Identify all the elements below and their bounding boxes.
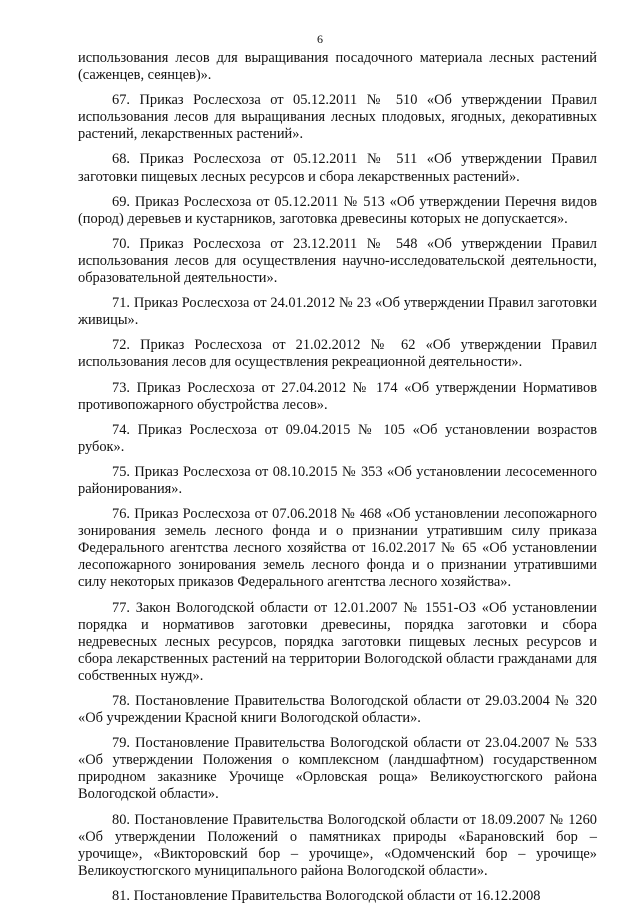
list-item-76: 76. Приказ Рослесхоза от 07.06.2018 № 468 «Об установлении лесопожарного зонирования земель лесного фонда и о признании утратившим силу приказа Федерального агентства лесного хозяйства от 16.02.2017 № 65 «Об установлении лесопожарного зонирования земель лесного фонда и о признании утратившими силу некоторых приказов Федерального агентства лесного хозяйства». bbox=[78, 506, 597, 591]
list-item-80: 80. Постановление Правительства Вологодской области от 18.09.2007 № 1260 «Об утверждении Положений о памятниках природы «Барановский бор – урочище», «Викторовский бор – урочище», «Одомченский бор – урочище» Великоустюгского муниципального района Вологодской области». bbox=[78, 811, 597, 879]
list-item-67: 67. Приказ Рослесхоза от 05.12.2011 № 510 «Об утверждении Правил использования лесов для выращивания лесных плодовых, ягодных, декоративных растений, лекарственных растений». bbox=[78, 92, 597, 143]
list-item-71: 71. Приказ Рослесхоза от 24.01.2012 № 23 «Об утверждении Правил заготовки живицы». bbox=[78, 295, 597, 329]
page-number: 6 bbox=[317, 32, 323, 46]
list-item-70: 70. Приказ Рослесхоза от 23.12.2011 № 548 «Об утверждении Правил использования лесов для осуществления научно-исследовательской деятельности, образовательной деятельности». bbox=[78, 235, 597, 287]
list-item-75: 75. Приказ Рослесхоза от 08.10.2015 № 353 «Об установлении лесосеменного районирования». bbox=[78, 463, 597, 497]
list-item-72: 72. Приказ Рослесхоза от 21.02.2012 № 62 «Об утверждении Правил использования лесов для осуществления рекреационной деятельности». bbox=[78, 337, 597, 371]
list-item-78: 78. Постановление Правительства Вологодской области от 29.03.2004 № 320 «Об учреждении Красной книги Вологодской области». bbox=[78, 693, 597, 727]
list-item-79: 79. Постановление Правительства Вологодской области от 23.04.2007 № 533 «Об утверждении Положения о комплексном (ландшафтном) государственном природном заказнике Урочище «Орловская роща» Великоустюгского района Вологодской области». bbox=[78, 735, 597, 803]
document-body bbox=[78, 50, 597, 913]
list-item-77: 77. Закон Вологодской области от 12.01.2007 № 1551-ОЗ «Об установлении порядка и нормативов заготовки древесины, порядка заготовки и сбора недревесных лесных ресурсов, порядка заготовки пищевых лесных ресурсов и сбора лекарственных растений на территории Вологодской области гражданами для собственных нужд». bbox=[78, 599, 597, 684]
list-item-73: 73. Приказ Рослесхоза от 27.04.2012 № 174 «Об утверждении Нормативов противопожарного обустройства лесов». bbox=[78, 379, 597, 413]
paragraph-continuation: использования лесов для выращивания посадочного материала лесных растений (саженцев, сеянцев)». bbox=[78, 50, 597, 84]
list-item-68: 68. Приказ Рослесхоза от 05.12.2011 № 511 «Об утверждении Правил заготовки пищевых лесных ресурсов и сбора лекарственных растений». bbox=[78, 151, 597, 185]
list-item-69: 69. Приказ Рослесхоза от 05.12.2011 № 513 «Об утверждении Перечня видов (пород) деревьев и кустарников, заготовка древесины которых не допускается». bbox=[78, 193, 597, 227]
list-item-74: 74. Приказ Рослесхоза от 09.04.2015 № 105 «Об установлении возрастов рубок». bbox=[78, 421, 597, 455]
list-item-81: 81. Постановление Правительства Вологодской области от 16.12.2008 bbox=[112, 887, 541, 904]
